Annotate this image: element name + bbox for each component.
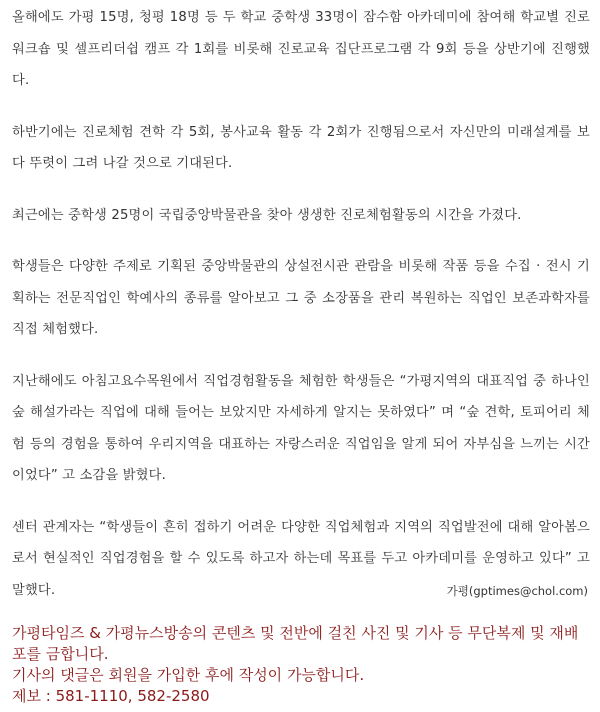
article-paragraph: 하반기에는 진로체험 견학 각 5회, 봉사교육 활동 각 2회가 진행됨으로서 자신만의 미래설계를 보다 뚜렷이 그려 나갈 것으로 기대된다. xyxy=(12,124,590,171)
article-paragraph: 센터 관계자는 “학생들이 흔히 접하기 어려운 다양한 직업체험과 지역의 직업발전에 대해 알아봄으로서 현실적인 직업경험을 할 수 있도록 하고자 하는데 목표를 두고 아카데미를 운영하고 있다” 고 말했다. xyxy=(12,519,590,598)
article-paragraph: 지난해에도 아침고요수목원에서 직업경험활동을 체험한 학생들은 “가평지역의 대표직업 중 하나인 숲 해설가라는 직업에 대해 들어는 보았지만 자세하게 알지는 못하였다” 며 “숲 견학, 토피어리 체험 등의 경험을 통하여 우리지역을 대표하는 자랑스러운 직업임을 알게 되어 자부심을 느끼는 시간이었다” 고 소감을 밝혔다. xyxy=(12,373,590,483)
article-paragraph: 학생들은 다양한 주제로 기획된 중앙박물관의 상설전시관 관람을 비롯해 작품 등을 수집 · 전시 기획하는 전문직업인 학예사의 종류를 알아보고 그 중 소장품을 관리 복원하는 직업인 보존과학자를 직접 체험했다. xyxy=(12,259,590,337)
tip-contact-line: 제보 : 581-1110, 582-2580 xyxy=(12,687,210,705)
copyright-notice-line: 가평타임즈 & 가평뉴스방송의 콘텐츠 및 전반에 걸친 사진 및 기사 등 무단복제 및 재배포를 금합니다. xyxy=(12,624,579,663)
copyright-notice xyxy=(12,623,590,707)
article-paragraph: 올해에도 가평 15명, 청평 18명 등 두 학교 중학생 33명이 잠수함 아카데미에 참여해 학교별 진로워크숍 및 셀프리더쉽 캠프 각 1회를 비롯해 진로교육 집단프로그램 각 9회 등을 상반기에 진행했다. xyxy=(12,10,590,88)
article-paragraph: 최근에는 중학생 25명이 국립중앙박물관을 찾아 생생한 진로체험활동의 시간을 가졌다. xyxy=(12,207,522,223)
article-byline: 가평(gptimes@chol.com) xyxy=(446,584,588,598)
article-body xyxy=(12,2,590,626)
comment-notice-line: 기사의 댓글은 회원을 가입한 후에 작성이 가능합니다. xyxy=(12,666,365,684)
